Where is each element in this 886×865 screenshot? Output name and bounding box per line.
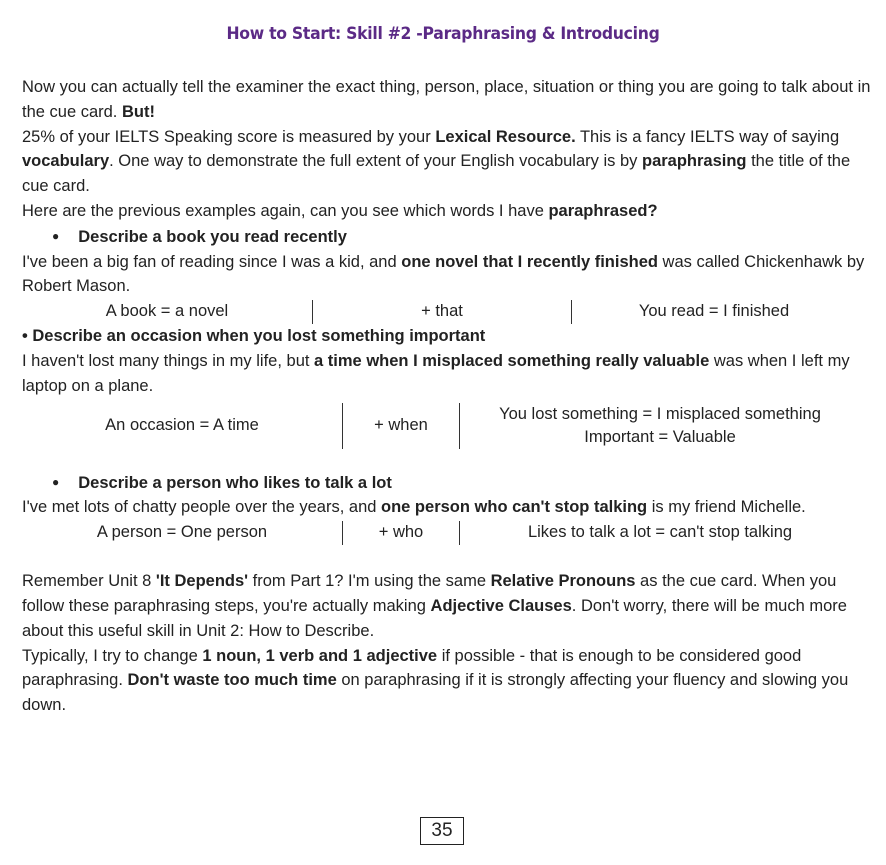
example-2-bullet: • Describe an occasion when you lost something important	[22, 327, 486, 346]
intro-paragraph-3: Here are the previous examples again, can you see which words I have paraphrased?	[22, 201, 658, 220]
example-2-col-2: + when	[374, 416, 428, 435]
example-3-col-2: + who	[378, 523, 424, 542]
bullet-icon: ●	[52, 474, 60, 489]
outro-paragraph-2: Typically, I try to change 1 noun, 1 verb and 1 adjective if possible - that is enough to be considered good paraphrasing. Don't waste too much time on paraphrasing if it is strongly affecting your fluency and slowing you down.	[22, 646, 849, 715]
example-1-text: I've been a big fan of reading since I was a kid, and one novel that I recently finished was called Chickenhawk by Robert Mason.	[22, 252, 865, 296]
example-3-text: I've met lots of chatty people over the years, and one person who can't stop talking is my friend Michelle.	[22, 498, 806, 517]
example-3-col-1: A person = One person	[96, 523, 268, 542]
example-2-table	[22, 401, 872, 451]
example-3-table	[22, 520, 872, 545]
example-1-col-3: You read = I finished	[638, 302, 790, 321]
example-3-bullet: ● Describe a person who likes to talk a lot	[52, 473, 392, 492]
example-2-text: I haven't lost many things in my life, but a time when I misplaced something really valuable was when I left my laptop on a plane.	[22, 351, 850, 395]
example-1-table	[22, 299, 872, 324]
example-1-col-1: A book = a novel	[105, 302, 229, 321]
intro-paragraph-1: Now you can actually tell the examiner the exact thing, person, place, situation or thing you are going to talk about in the cue card. But!	[22, 78, 871, 121]
example-3-col-3: Likes to talk a lot = can't stop talking	[527, 523, 793, 542]
example-1-col-2: + that	[421, 302, 463, 321]
outro-paragraph-1: Remember Unit 8 'It Depends' from Part 1? I'm using the same Relative Pronouns as the cue card. When you follow these paraphrasing steps, you're actually making Adjective Clauses. Don't worry, there will be much more about this useful skill in Unit 2: How to Describe.	[22, 572, 847, 640]
intro-paragraph-2: 25% of your IELTS Speaking score is measured by your Lexical Resource. This is a fancy IELTS way of saying vocabulary. One way to demonstrate the full extent of your English vocabulary is by paraphrasing the title of the cue card.	[22, 127, 851, 196]
document-body	[22, 75, 872, 718]
example-2-col-3: You lost something = I misplaced something Important = Valuable	[499, 404, 821, 446]
example-2-col-1: An occasion = A time	[105, 416, 259, 435]
page-number: 35	[420, 817, 464, 845]
example-1-bullet: ● Describe a book you read recently	[52, 227, 347, 246]
bullet-icon: ●	[52, 228, 60, 243]
page-title: How to Start: Skill #2 -Paraphrasing & Introducing	[226, 24, 660, 44]
